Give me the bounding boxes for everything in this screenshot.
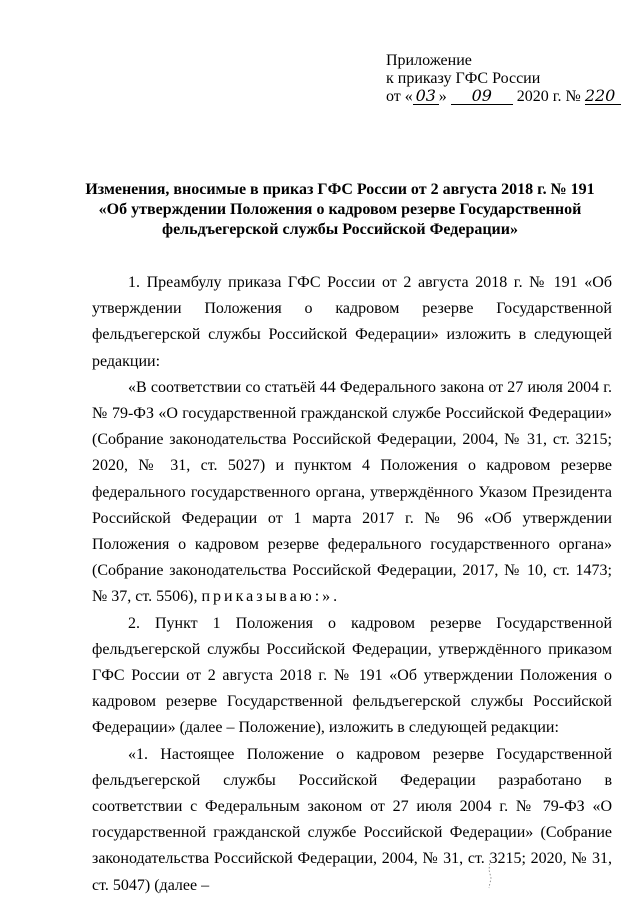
title-line-1: Изменения, вносимые в приказ ГФС России от 2 августа 2018 г. № 191 [85,181,595,198]
paragraph-2-tail: приказываю:». [201,588,341,606]
handwritten-order-number: 220 [585,88,621,105]
document-body [92,270,612,899]
appendix-date-line [386,88,626,106]
title-line-2: «Об утверждении Положения о кадровом резерве Государственной [98,201,582,218]
paragraph-3: 2. Пункт 1 Положения о кадровом резерве Государственной фельдъегерской службы Российской Федерации, утверждённого приказом ГФС России от 2 августа 2018 г. № 191 «Об утверждении Положения о кадровом резерве Государственной фельдъегерской службы Российской Федерации» (далее – Положение), изложить в следующей редакции: [92,614,612,737]
title-line-3: фельдъегерской службы Российской Федерации» [162,221,518,238]
date-prefix: от « [386,88,413,105]
paragraph-1: 1. Преамбулу приказа ГФС России от 2 августа 2018 г. № 191 «Об утверждении Положения о кадровом резерве Государственной фельдъегерской службы Российской Федерации» изложить в следующей редакции: [92,274,612,370]
appendix-label: Приложение [386,52,472,69]
date-close-quote: » [438,88,447,105]
handwritten-month: 09 [451,88,513,105]
document-title [60,180,620,240]
paragraph-4: «1. Настоящее Положение о кадровом резерве Государственной фельдъегерской службы Российской Федерации разработано в соответствии с Федеральным законом от 27 июля 2004 г. № 79-ФЗ «О государственной гражданской службе Российской Федерации» (Собрание законодательства Российской Федерации, 2004, № 31, ст. 3215; 2020, № 31, ст. 5047) (далее – [92,745,612,894]
appendix-order-ref: к приказу ГФС России [386,70,541,87]
date-year: 2020 г. № [516,88,581,105]
appendix-block [386,52,626,106]
paragraph-2-text: «В соответствии со статьёй 44 Федерального закона от 27 июля 2004 г. № 79-ФЗ «О государственной гражданской службе Российской Федерации» (Собрание законодательства Российской Федерации, 2004, № 31, ст. 3215; 2020, № 31, ст. 5027) и пунктом 4 Положения о кадровом резерве федерального государственного органа, утверждённого Указом Президента Российской Федерации от 1 марта 2017 г. № 96 «Об утверждении Положения о кадровом резерве федерального государственного органа» (Собрание законодательства Российской Федерации, 2017, № 10, ст. 1473; № 37, ст. 5506), [92,378,612,606]
handwritten-day: 03 [413,88,439,105]
paragraph-2 [92,375,612,611]
